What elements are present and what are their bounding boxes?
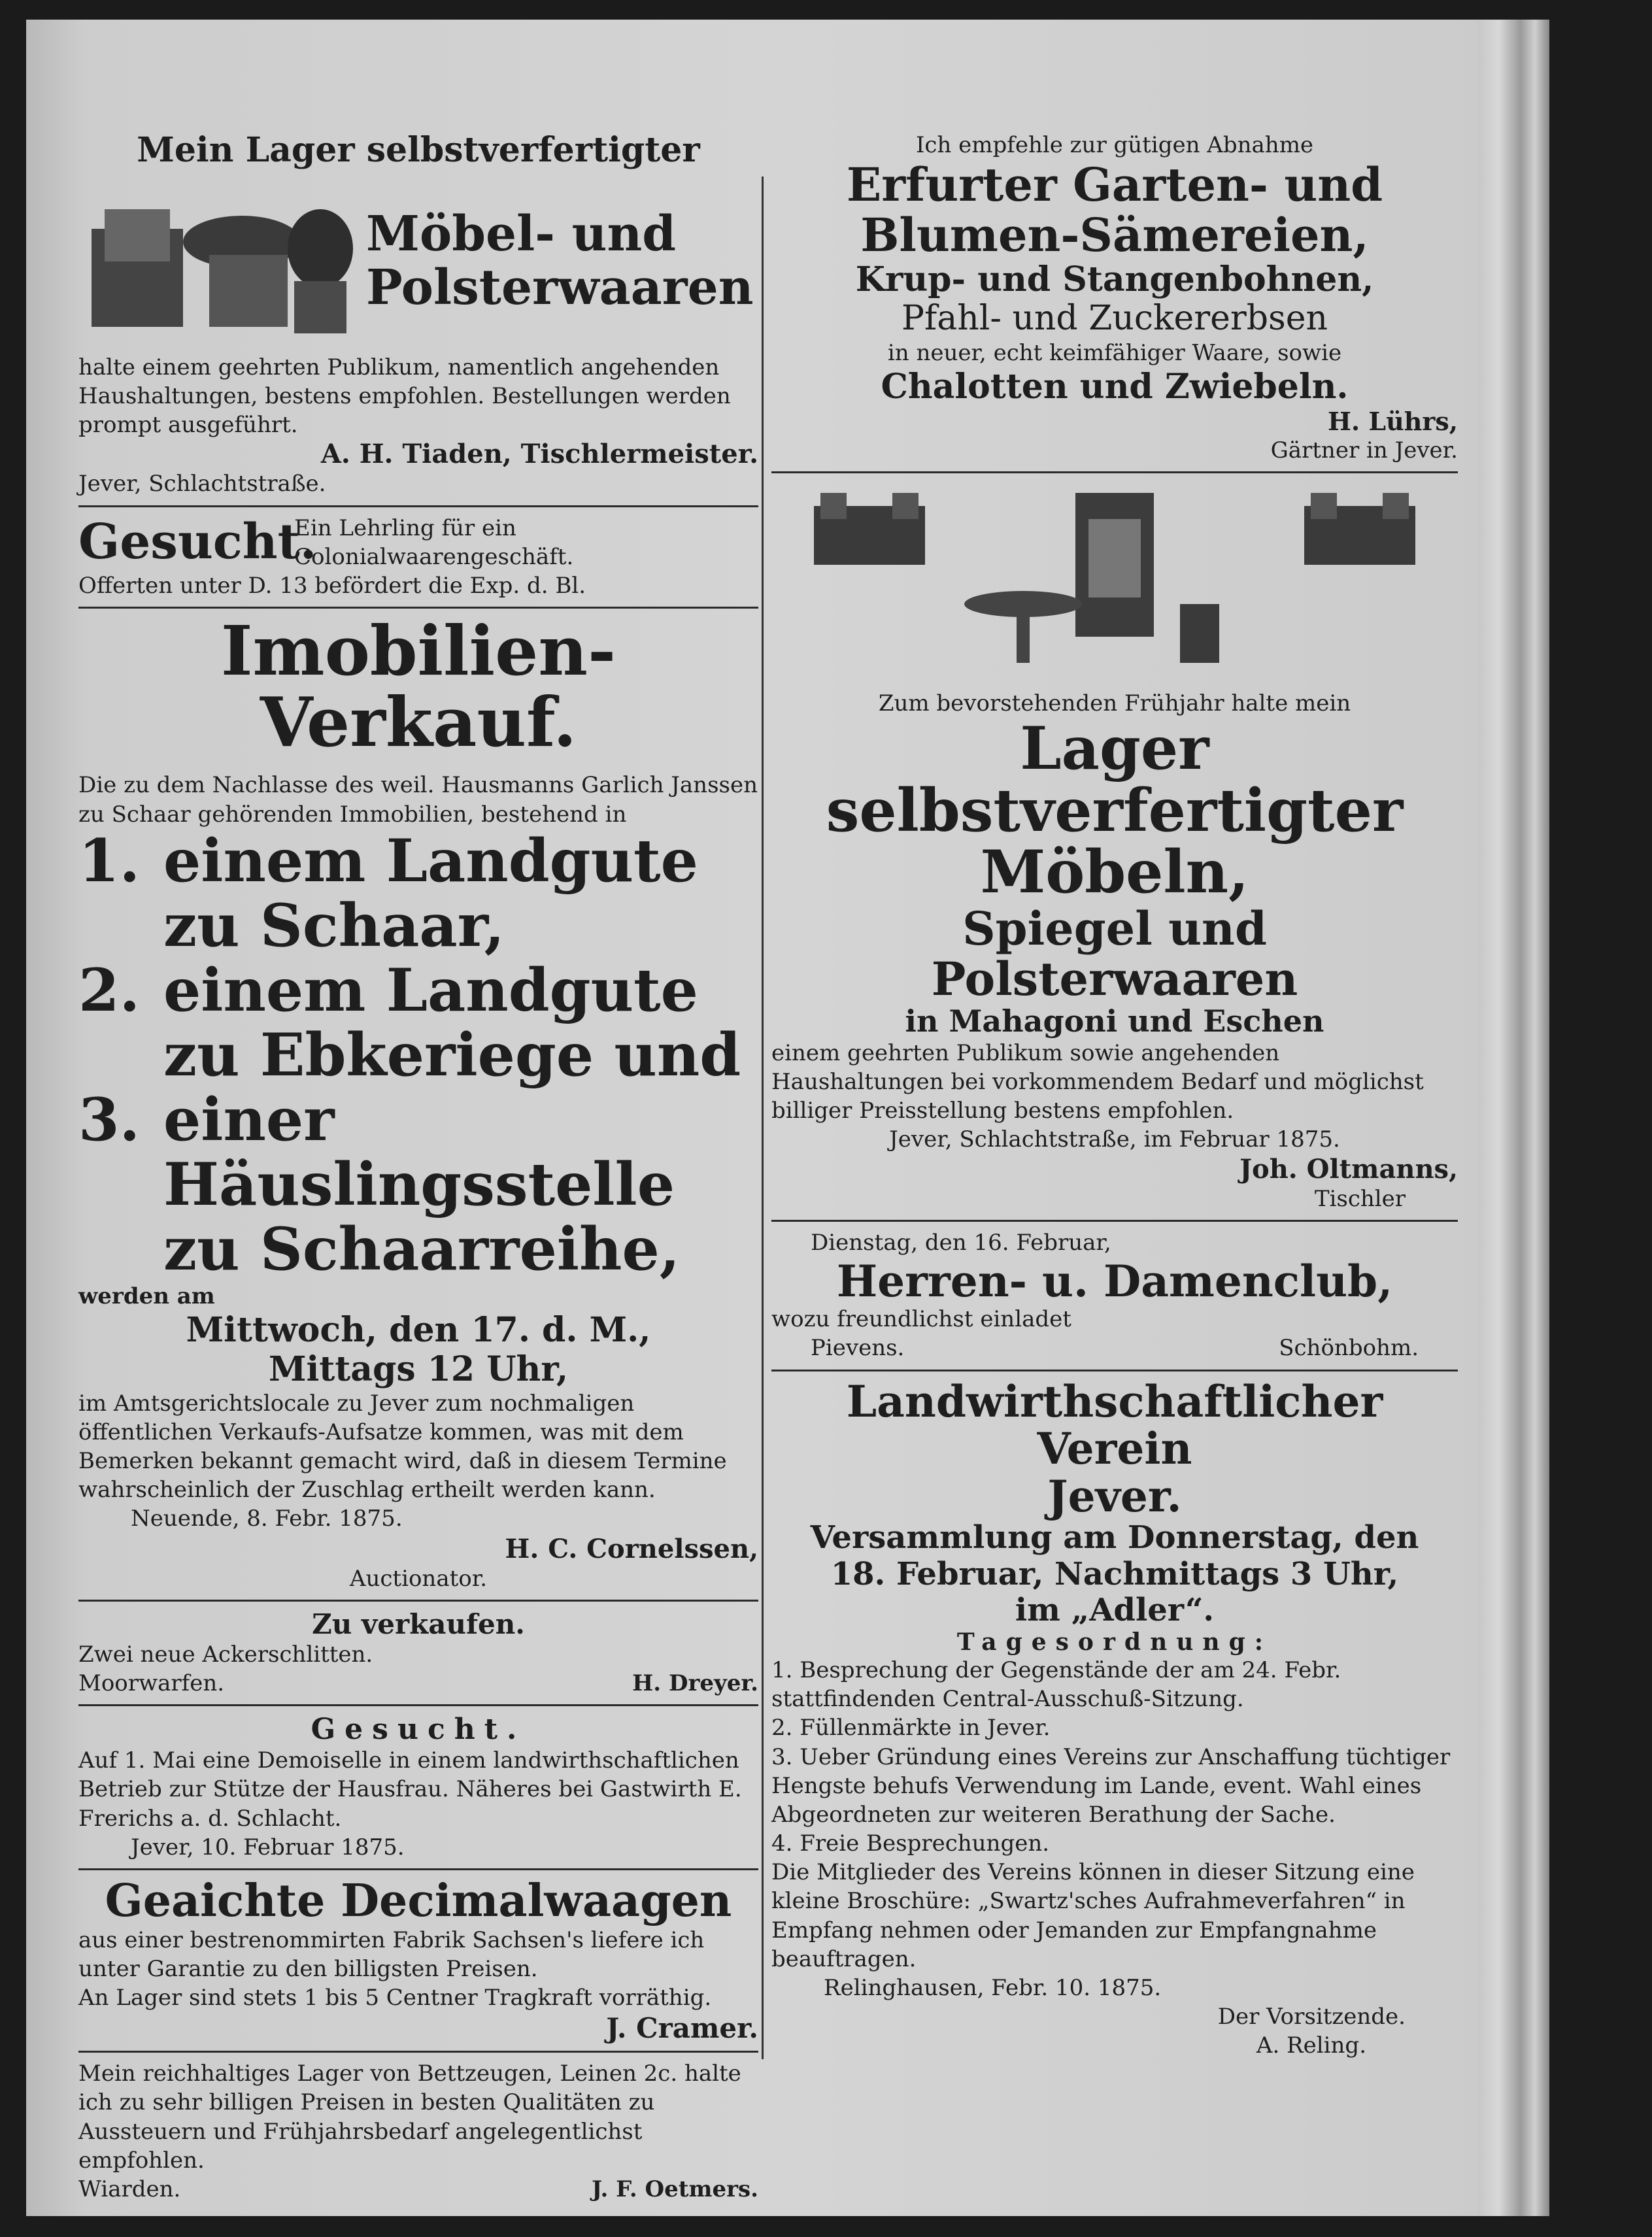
ad-text: Offerten unter D. 13 befördert die Exp. d. Bl. xyxy=(78,572,586,599)
ad-text: aus einer bestrenommirten Fabrik Sachsen's liefere ich unter Garantie zu den billigsten Preisen. xyxy=(78,1926,705,1982)
ad-place: Moorwarfen. xyxy=(78,1670,225,1696)
column-divider xyxy=(762,177,764,2059)
ad-signature: H. Lührs, xyxy=(1328,406,1458,436)
ad-text: einem geehrten Publikum sowie angehenden Haushaltungen bei vorkommendem Bedarf und möglichst billiger Preisstellung bestens empfohlen. xyxy=(771,1039,1424,1124)
ad-title: Pfahl- und Zuckererbsen xyxy=(901,298,1328,338)
ad-place: Neuende, 8. Febr. 1875. xyxy=(131,1505,403,1532)
separator xyxy=(78,1600,758,1602)
apprentice-ad xyxy=(78,514,758,601)
ad-text: An Lager sind stets 1 bis 5 Centner Tragkraft vorräthig. xyxy=(78,1985,712,2011)
ad-date: Jever, 10. Februar 1875. xyxy=(131,1834,405,1860)
sale-ad xyxy=(78,1608,758,1698)
separator xyxy=(771,471,1458,473)
agricultural-ad xyxy=(771,1375,1458,2060)
ad-title: Erfurter Garten- und xyxy=(846,158,1383,212)
furniture-ad-2 xyxy=(771,480,1458,1214)
ad-text: Die Mitglieder des Vereins können in dieser Sitzung eine kleine Broschüre: „Swartz'sches Aufrahmeverfahren“ in Empfang nehmen oder Jemanden zur Empfangnahme beauftragen. xyxy=(771,1859,1415,1972)
ad-title: Möbel- und xyxy=(366,206,677,263)
separator xyxy=(771,1370,1458,1371)
ad-place: Pievens. xyxy=(811,1335,905,1362)
ad-title: Landwirthschaftlicher Verein xyxy=(846,1375,1383,1475)
ad-title: in Mahagoni und Eschen xyxy=(905,1003,1324,1039)
ad-text: im Amtsgerichtslocale zu Jever zum nochmaligen öffentlichen Verkaufs-Aufsatze kommen, was mit dem Bemerken bekannt gemacht wird, daß in diesem Termine wahrscheinlich der Zuschlag ertheilt werden kann. xyxy=(78,1390,727,1504)
right-column xyxy=(771,131,1458,2060)
ad-signature: H. C. Cornelssen, xyxy=(505,1533,758,1564)
ad-signature: J. Cramer. xyxy=(606,2012,758,2045)
ad-text: halte einem geehrten Publikum, namentlich angehenden Haushaltungen, bestens empfohlen. Bestellungen werden prompt ausgeführt. xyxy=(78,354,731,439)
ad-intro: Ich empfehle zur gütigen Abnahme xyxy=(915,132,1314,158)
ad-place: Wiarden. xyxy=(78,2176,181,2202)
ad-title: Krup- und Stangenbohnen, xyxy=(855,260,1374,300)
scales-ad xyxy=(78,1874,758,2045)
agenda-title: Tagesordnung: xyxy=(956,1628,1273,1656)
ad-title: Spiegel und Polsterwaaren xyxy=(931,901,1298,1006)
ad-text: in neuer, echt keimfähiger Waare, sowie xyxy=(887,339,1342,366)
list-item: 1. Besprechung der Gegenstände der am 24. Febr. stattfindenden Central-Ausschuß-Sitzung. xyxy=(771,1657,1341,1713)
ad-title: Lager selbstverfertigter Möbeln, xyxy=(826,714,1404,907)
ad-title: Polsterwaaren xyxy=(366,259,754,316)
left-column xyxy=(78,131,758,2204)
ad-role: Tischler xyxy=(1314,1186,1406,1213)
ad-title: Imobilien-Verkauf. xyxy=(220,611,616,763)
separator xyxy=(78,2051,758,2053)
ad-signature: J. F. Oetmers. xyxy=(592,2176,758,2202)
furniture-illustration xyxy=(78,170,366,353)
ad-meeting: 18. Februar, Nachmittags 3 Uhr, xyxy=(830,1555,1399,1592)
ad-text: Zwei neue Ackerschlitten. xyxy=(78,1641,373,1668)
wanted-ad xyxy=(78,1713,758,1862)
ad-place: Relinghausen, Febr. 10. 1875. xyxy=(824,1975,1162,2002)
ad-place: Jever, Schlachtstraße. xyxy=(78,471,326,497)
ad-role: Der Vorsitzende. xyxy=(1217,2004,1406,2030)
newspaper-page xyxy=(26,20,1549,2216)
page-edge xyxy=(1477,20,1549,2216)
ad-signature: Schönbohm. xyxy=(1279,1335,1419,1362)
ad-role: Auctionator. xyxy=(349,1565,488,1592)
ad-title: Jever. xyxy=(1047,1470,1182,1522)
ad-text: Ein Lehrling für ein Colonialwaarengeschäft. xyxy=(294,514,574,570)
ad-text: Mein reichhaltiges Lager von Bettzeugen, Leinen 2c. halte ich zu sehr billigen Preisen in besten Qualitäten zu Aussteuern und Frühjahrsbedarf angelegentlichst empfohlen. xyxy=(78,2060,741,2174)
ad-signature: A. Reling. xyxy=(1256,2032,1366,2059)
furniture-illustration xyxy=(801,480,1428,689)
club-ad xyxy=(771,1228,1458,1362)
list-item: 4. Freie Besprechungen. xyxy=(771,1830,1050,1857)
separator xyxy=(78,607,758,609)
ad-text: werden am xyxy=(78,1283,215,1309)
real-estate-ad xyxy=(78,611,758,1593)
ad-title: Gesucht. xyxy=(78,514,317,571)
furniture-ad xyxy=(78,131,758,499)
list-item: 3. Ueber Gründung eines Vereins zur Anschaffung tüchtiger Hengste behufs Verwendung im Lande, event. Wahl eines Abgeordneten zur weiteren Berathung der Sache. xyxy=(771,1743,1451,1828)
ad-role: Gärtner in Jever. xyxy=(1270,437,1458,463)
ad-title: Blumen-Sämereien, xyxy=(860,208,1369,263)
ad-signature: H. Dreyer. xyxy=(632,1670,758,1696)
ad-text: Die zu dem Nachlasse des weil. Hausmanns Garlich Janssen zu Schaar gehörenden Immobilien, bestehend in xyxy=(78,772,758,828)
list-item: 3. einer Häuslingsstelle zu Schaarreihe, xyxy=(78,1085,681,1284)
ad-text: Auf 1. Mai eine Demoiselle in einem landwirthschaftlichen Betrieb zur Stütze der Hausfrau. Näheres bei Gastwirth E. Frerichs a. d. Schlacht. xyxy=(78,1747,742,1832)
ad-title: Zu verkaufen. xyxy=(312,1607,525,1640)
ad-date: Dienstag, den 16. Februar, xyxy=(811,1230,1111,1256)
ad-title: Herren- u. Damenclub, xyxy=(836,1255,1393,1307)
ad-intro: Mein Lager selbstverfertigter xyxy=(137,130,700,170)
ad-text: wozu freundlichst einladet xyxy=(771,1306,1071,1333)
separator xyxy=(78,505,758,507)
ad-title: Chalotten und Zwiebeln. xyxy=(881,366,1349,407)
ad-date: Mittwoch, den 17. d. M., xyxy=(186,1310,651,1351)
list-item: 2. Füllenmärkte in Jever. xyxy=(771,1715,1051,1741)
ad-title: Gesucht. xyxy=(311,1713,526,1747)
seeds-ad xyxy=(771,131,1458,465)
ad-meeting: Versammlung am Donnerstag, den xyxy=(810,1519,1419,1556)
separator xyxy=(78,1868,758,1870)
linen-ad xyxy=(78,2059,758,2204)
ad-signature: Joh. Oltmanns, xyxy=(1239,1154,1458,1185)
list-item: 2. einem Landgute zu Ebkeriege und xyxy=(78,955,741,1090)
ad-time: Mittags 12 Uhr, xyxy=(268,1349,569,1389)
ad-place: Jever, Schlachtstraße, im Februar 1875. xyxy=(889,1126,1340,1153)
ad-intro: Zum bevorstehenden Frühjahr halte mein xyxy=(878,690,1351,716)
ad-meeting: im „Adler“. xyxy=(1015,1591,1215,1628)
agenda-list xyxy=(771,1656,1458,1858)
ad-signature: A. H. Tiaden, Tischlermeister. xyxy=(320,439,758,470)
ad-title: Geaichte Decimalwaagen xyxy=(105,1874,732,1927)
separator xyxy=(771,1220,1458,1222)
list-item: 1. einem Landgute zu Schaar, xyxy=(78,826,698,960)
separator xyxy=(78,1704,758,1706)
